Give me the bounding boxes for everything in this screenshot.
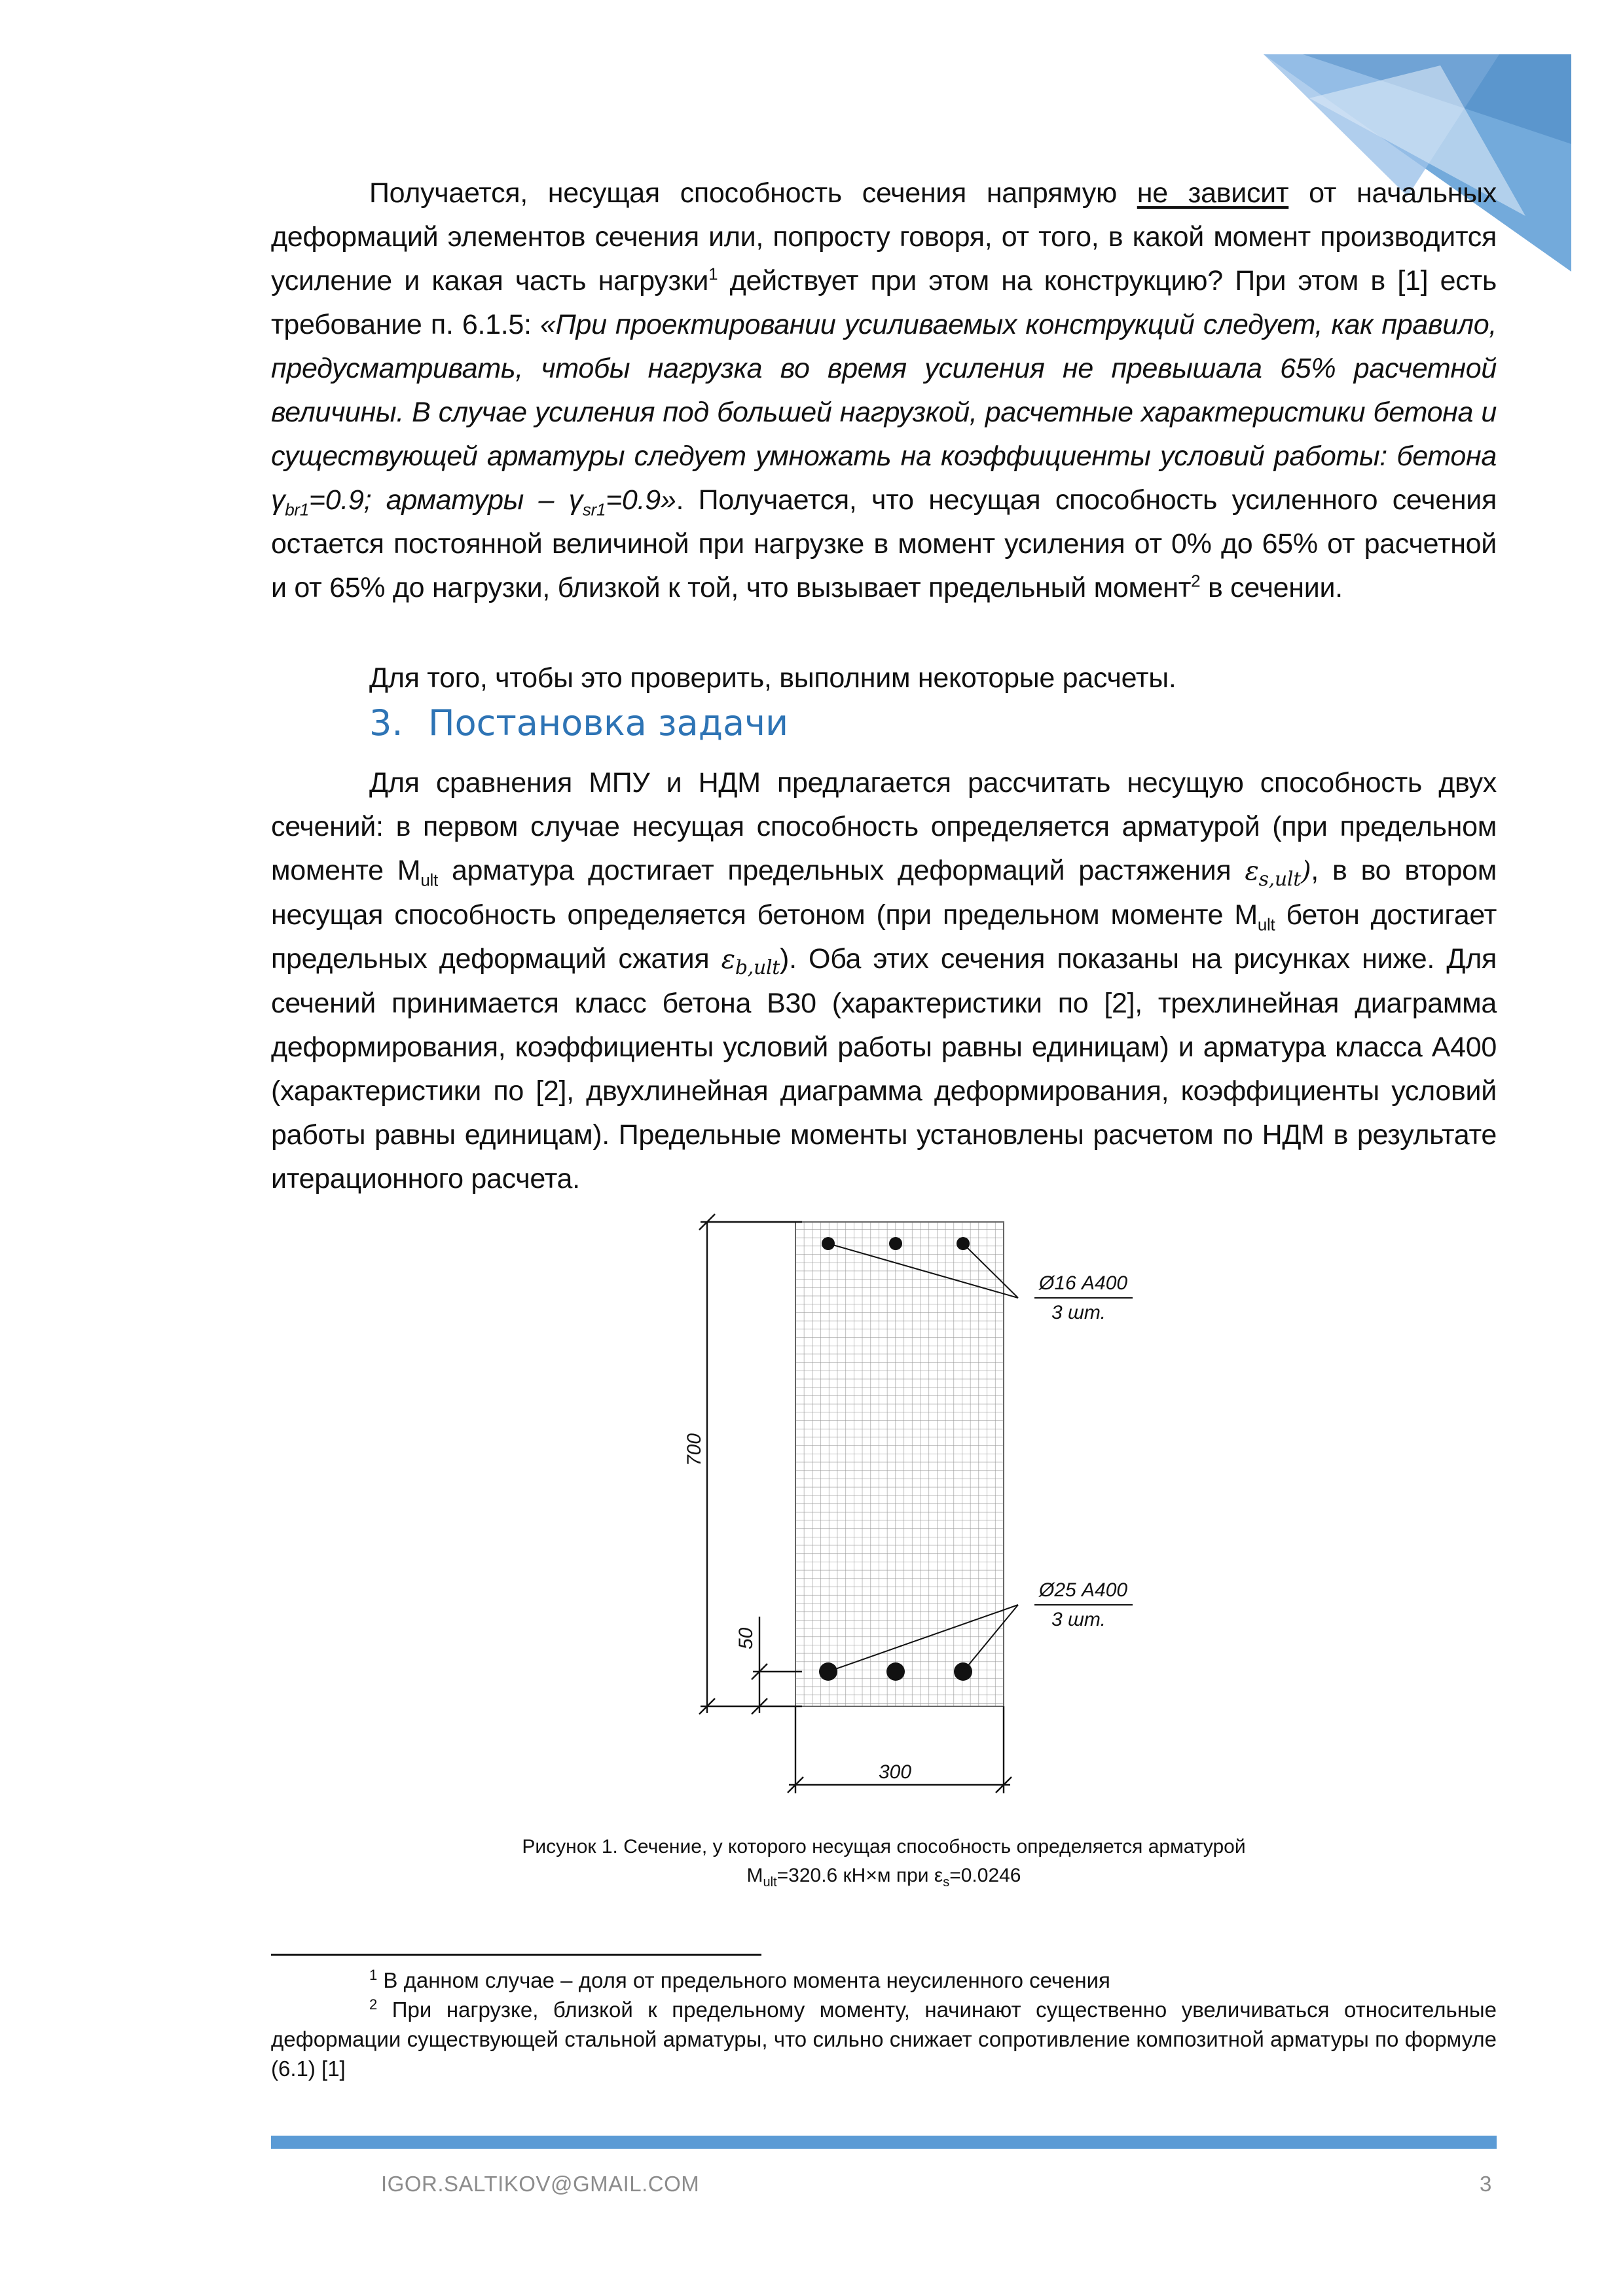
top-rebar-count: 3 шт. [1051,1302,1106,1323]
text-span: M [746,1865,763,1886]
text-span: Для сравнения МПУ и НДМ предлагается рассчитать несущую способность двух сечений: в первом случае несущая способность определяется арматурой (при предельном моменте M [271,767,1497,886]
math-symbol: ε [1245,856,1259,886]
bottom-rebar-count: 3 шт. [1051,1609,1106,1630]
caption-line-1: Рисунок 1. Сечение, у которого несущая способность определяется арматурой [522,1836,1246,1857]
footnote-text: В данном случае – доля от предельного момента неусиленного сечения [377,1968,1110,1992]
body-paragraph-3 [271,761,1497,1201]
text-span: действует при этом на конструкцию? При этом в [1] есть требование п. 6.1.5: [271,265,1497,340]
page-number: 3 [1480,2172,1492,2196]
math-symbol: ε [721,944,735,975]
text-span: =320.6 кН×м при ε [776,1865,943,1886]
figure-caption [271,1833,1497,1890]
body-paragraph-2 [271,656,1497,700]
dimension-cover-label: 50 [735,1627,757,1649]
quote-close: » [660,484,676,516]
footnote-text: При нагрузке, близкой к предельному моменту, начинают существенно увеличиваться относительные деформации существующей стальной арматуры, что сильно снижает сопротивление композитной арматуры по формуле (6.1) [1] [271,1998,1497,2081]
dimension-height-label: 700 [684,1433,705,1466]
footnote-separator [271,1954,761,1956]
text-span: =0.0246 [949,1865,1021,1886]
quote-text: При проектировании усиливаемых конструкций следует, как правило, предусматривать, чтобы нагрузка во время усиления не превышала 65% расчетной величины. В случае усиления под большей нагрузкой, расчетные характеристики бетона и существующей арматуры следует умножать на коэффициенты условий работы: бетона γ [271,309,1497,516]
text-span: арматура достигает предельных деформаций растяжения [437,855,1245,886]
section-title: Постановка задачи [428,702,789,744]
subscript: s [943,1875,950,1890]
subscript: br1 [285,499,309,520]
quote-text: =0.9; арматуры – γ [308,484,583,516]
dimension-width-label: 300 [879,1761,912,1783]
epsilon-b-ult [721,944,780,979]
top-rebar [889,1237,902,1250]
math-subscript: s,ult [1258,868,1301,891]
subscript: ult [420,870,438,890]
epsilon-s-ult: $\varepsilon_{s,ult}$) [1245,856,1311,891]
bottom-rebar-label: Ø25 А400 [1039,1579,1128,1601]
concrete-section [795,1222,1004,1706]
body-paragraph-1 [271,171,1497,610]
bottom-rebar [886,1662,905,1681]
footnote-ref-1[interactable]: 1 [708,264,718,284]
cross-section-figure [684,1204,1185,1820]
footnote-1 [271,1965,1497,1995]
footnotes [271,1965,1497,2083]
underlined-phrase: не зависит [1137,177,1289,209]
quote-open: « [539,309,556,340]
text-span: . Получается, что несущая способность усиленного сечения остается постоянной величиной при нагрузке в момент усиления от 0% до 65% от расчетной и от 65% до нагрузки, близкой к той, что вызывает предельный момент [271,484,1497,603]
footnote-ref-2[interactable]: 2 [1191,571,1201,591]
paragraph-text: Для того, чтобы это проверить, выполним некоторые расчеты. [369,662,1176,694]
footer-email[interactable]: IGOR.SALTIKOV@GMAIL.COM [381,2172,700,2196]
footer-bar [271,2136,1497,2149]
text-span: в сечении. [1200,572,1343,603]
text-span: от начальных деформаций элементов сечения или, попросту говоря, от того, в какой момент производится усиление и какая часть нагрузки [271,177,1497,296]
text-span: Получается, несущая способность сечения напрямую [369,177,1137,209]
math-subscript: b,ult [735,956,780,979]
subscript: ult [1257,914,1275,935]
cover-dimension [752,1617,802,1714]
quote-text: =0.9 [606,484,661,516]
caption-line-2 [271,1861,1497,1890]
footnote-mark: 2 [369,1996,378,2013]
subscript: ult [763,1875,777,1890]
subscript: sr1 [582,499,606,520]
text-span: ). Оба этих сечения показаны на рисунках ниже. Для сечений принимается класс бетона B30 (характеристики по [2], трехлинейная диаграмма деформирования, коэффициенты условий работы равны единицам) и арматура класса А400 (характеристики по [2], двухлинейная диаграмма деформирования, коэффициенты условий работы равны единицам). Предельные моменты установлены расчетом по НДМ в результате итерационного расчета. [271,943,1497,1194]
footnote-2 [271,1995,1497,2083]
text-span: бетон достигает предельных деформаций сжатия [271,899,1497,975]
top-rebar-label: Ø16 А400 [1039,1272,1128,1294]
section-heading [369,697,788,749]
text-span: , в во втором несущая способность определяется бетоном (при предельном моменте M [271,855,1497,931]
footnote-mark: 1 [369,1967,378,1983]
section-number: 3. [369,702,403,744]
